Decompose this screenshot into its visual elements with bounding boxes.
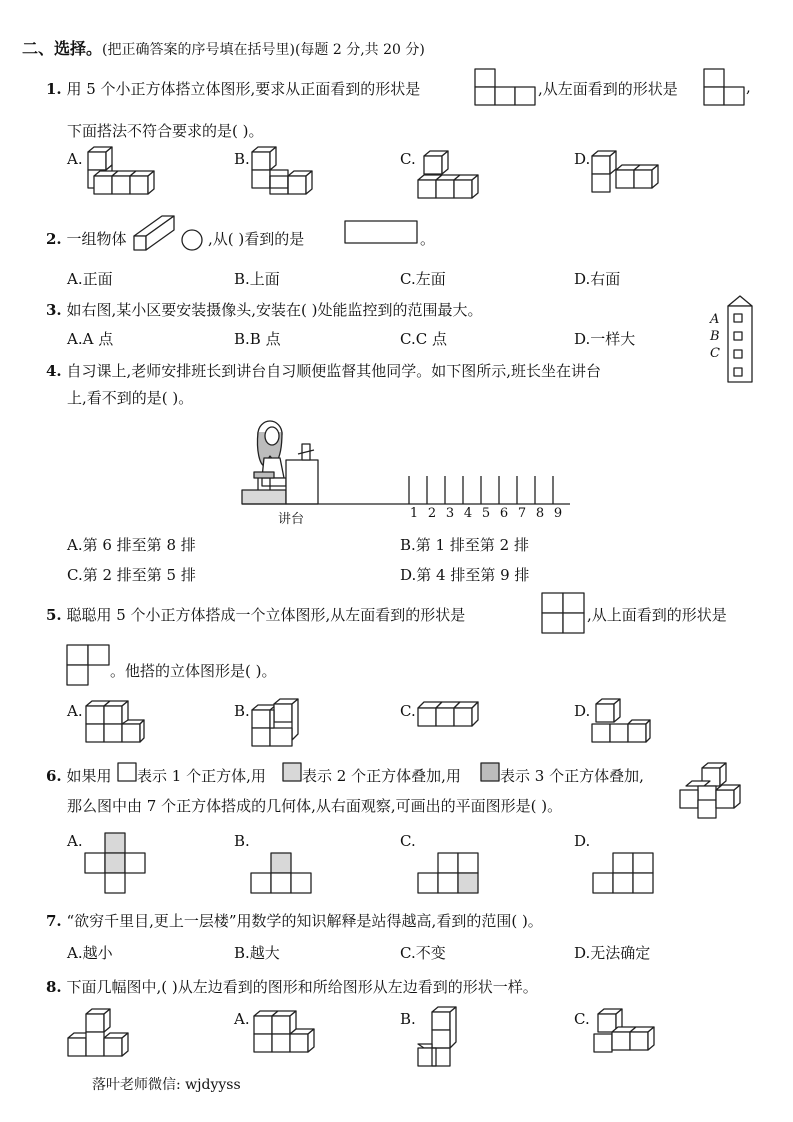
q5-top-view xyxy=(66,644,112,688)
q4-row-9: 9 xyxy=(553,506,563,521)
q8-option-b-figure xyxy=(414,1004,464,1074)
q1-option-d-figure xyxy=(588,146,668,202)
q7-option-d[interactable]: D.无法确定 xyxy=(574,944,651,962)
q4-podium-label: 讲台 xyxy=(278,512,305,527)
q1-option-c-figure xyxy=(414,146,496,204)
q1-number: 1. xyxy=(46,80,62,98)
q7-option-b[interactable]: B.越大 xyxy=(234,944,280,962)
section-instruction: (把正确答案的序号填在括号里)(每题 2 分,共 20 分) xyxy=(102,42,425,58)
q6-option-b[interactable]: B. xyxy=(234,832,250,850)
q4-option-d[interactable]: D.第 4 排至第 9 排 xyxy=(400,566,530,584)
q4-row-labels xyxy=(405,506,567,521)
q5-option-d[interactable]: D. xyxy=(574,702,591,720)
q3-label-b: B xyxy=(710,329,720,344)
q1-option-a[interactable]: A. xyxy=(67,150,83,168)
q4-row-7: 7 xyxy=(517,506,527,521)
q2-cuboid-and-ball xyxy=(132,210,208,256)
q2-text-c: 。 xyxy=(420,230,436,248)
q4-option-b[interactable]: B.第 1 排至第 2 排 xyxy=(400,536,529,554)
q5-option-c[interactable]: C. xyxy=(400,702,416,720)
q2-text-a: 一组物体 xyxy=(66,230,127,248)
q6-number: 6. xyxy=(46,767,62,785)
q6-option-b-figure xyxy=(250,852,312,894)
q1-front-view xyxy=(474,68,538,108)
q6-text-c: 表示 2 个正方体叠加,用 xyxy=(302,767,461,785)
q1-option-d[interactable]: D. xyxy=(574,150,591,168)
q8-option-a-figure xyxy=(250,1006,326,1064)
q1-text-a: 用 5 个小正方体搭立体图形,要求从正面看到的形状是 xyxy=(66,80,421,98)
q4-row-5: 5 xyxy=(481,506,491,521)
q6-legend-3 xyxy=(480,762,500,782)
q6-legend-2 xyxy=(282,762,302,782)
q6-text-d: 表示 3 个正方体叠加, xyxy=(500,767,644,785)
q2-view-shape xyxy=(344,220,420,246)
q3-number: 3. xyxy=(46,301,62,319)
q5-option-b[interactable]: B. xyxy=(234,702,250,720)
q5-text-a: 聪聪用 5 个小正方体搭成一个立体图形,从左面看到的形状是 xyxy=(66,606,466,624)
q5-left-view xyxy=(541,592,587,636)
q6-text-a: 如果用 xyxy=(66,767,112,785)
q3-label-a: A xyxy=(710,312,720,327)
q5-line2: 。他搭的立体图形是( )。 xyxy=(110,662,277,680)
q3-text: 如右图,某小区要安装摄像头,安装在( )处能监控到的范围最大。 xyxy=(66,301,483,319)
section-heading xyxy=(22,36,425,59)
q6-option-c[interactable]: C. xyxy=(400,832,416,850)
q1-text-b: ,从左面看到的形状是 xyxy=(538,80,678,98)
q5-option-c-figure xyxy=(414,696,490,736)
q5-number: 5. xyxy=(46,606,62,624)
q3-option-b[interactable]: B.B 点 xyxy=(234,330,281,348)
q6-line2: 那么图中由 7 个正方体搭成的几何体,从右面观察,可画出的平面图形是( )。 xyxy=(67,797,563,815)
q1-line1 xyxy=(46,78,420,99)
q7-text: “欲穷千里目,更上一层楼”用数学的知识解释是站得越高,看到的范围( )。 xyxy=(66,912,543,930)
q5-option-a-figure xyxy=(82,696,146,752)
q6-option-d-figure xyxy=(592,852,654,894)
q6-option-d[interactable]: D. xyxy=(574,832,591,850)
section-title: 二、选择。 xyxy=(22,39,103,58)
q4-line2: 上,看不到的是( )。 xyxy=(67,389,194,407)
q8-option-c-figure xyxy=(590,1006,666,1064)
q6-option-a-figure xyxy=(84,832,146,894)
q2-option-c[interactable]: C.左面 xyxy=(400,270,446,288)
q3-option-d[interactable]: D.一样大 xyxy=(574,330,636,348)
q6-option-a[interactable]: A. xyxy=(67,832,83,850)
q2-line xyxy=(46,228,126,249)
q2-option-b[interactable]: B.上面 xyxy=(234,270,280,288)
q7-number: 7. xyxy=(46,912,62,930)
q6-option-c-figure xyxy=(417,852,479,894)
q4-row-8: 8 xyxy=(535,506,545,521)
footer-text: 落叶老师微信: wjdyyss xyxy=(92,1077,241,1093)
q2-number: 2. xyxy=(46,230,62,248)
q8-line xyxy=(46,976,538,997)
q5-option-d-figure xyxy=(588,696,652,752)
q6-line1 xyxy=(46,765,111,786)
q1-text-c: , xyxy=(746,78,751,96)
q5-option-b-figure xyxy=(248,696,312,752)
q6-legend-1 xyxy=(117,762,137,782)
q2-text-b: ,从( )看到的是 xyxy=(208,230,305,248)
q5-text-b: ,从上面看到的形状是 xyxy=(587,606,727,624)
q2-option-a[interactable]: A.正面 xyxy=(67,270,113,288)
q5-line1 xyxy=(46,604,465,625)
q1-option-a-figure xyxy=(82,146,160,202)
q2-option-d[interactable]: D.右面 xyxy=(574,270,621,288)
q8-text: 下面几幅图中,( )从左边看到的图形和所给图形从左边看到的形状一样。 xyxy=(66,978,538,996)
q4-text-1: 自习课上,老师安排班长到讲台自习顺便监督其他同学。如下图所示,班长坐在讲台 xyxy=(66,362,601,380)
q4-classroom-figure xyxy=(240,412,574,508)
q1-line2: 下面搭法不符合要求的是( )。 xyxy=(67,122,264,140)
q8-option-b[interactable]: B. xyxy=(400,1010,416,1028)
q1-option-c[interactable]: C. xyxy=(400,150,416,168)
q8-given-figure xyxy=(64,1006,140,1064)
q6-text-b: 表示 1 个正方体,用 xyxy=(137,767,266,785)
q8-option-a[interactable]: A. xyxy=(234,1010,250,1028)
q4-row-4: 4 xyxy=(463,506,473,521)
q8-option-c[interactable]: C. xyxy=(574,1010,590,1028)
q4-option-a[interactable]: A.第 6 排至第 8 排 xyxy=(67,536,196,554)
q3-option-c[interactable]: C.C 点 xyxy=(400,330,447,348)
q4-row-2: 2 xyxy=(427,506,437,521)
q3-option-a[interactable]: A.A 点 xyxy=(67,330,114,348)
q4-number: 4. xyxy=(46,362,62,380)
q7-option-a[interactable]: A.越小 xyxy=(67,944,113,962)
q1-option-b[interactable]: B. xyxy=(234,150,250,168)
q4-option-c[interactable]: C.第 2 排至第 5 排 xyxy=(67,566,196,584)
q4-row-6: 6 xyxy=(499,506,509,521)
q3-label-c: C xyxy=(710,346,720,361)
q7-line xyxy=(46,910,543,931)
q4-row-1: 1 xyxy=(409,506,419,521)
q1-option-b-figure xyxy=(248,146,326,202)
q3-line xyxy=(46,299,482,320)
q4-line1 xyxy=(46,360,601,381)
q8-number: 8. xyxy=(46,978,62,996)
q6-solid-figure xyxy=(676,760,752,824)
q1-left-view xyxy=(703,68,747,108)
q7-option-c[interactable]: C.不变 xyxy=(400,944,446,962)
q5-option-a[interactable]: A. xyxy=(67,702,83,720)
q4-row-3: 3 xyxy=(445,506,455,521)
